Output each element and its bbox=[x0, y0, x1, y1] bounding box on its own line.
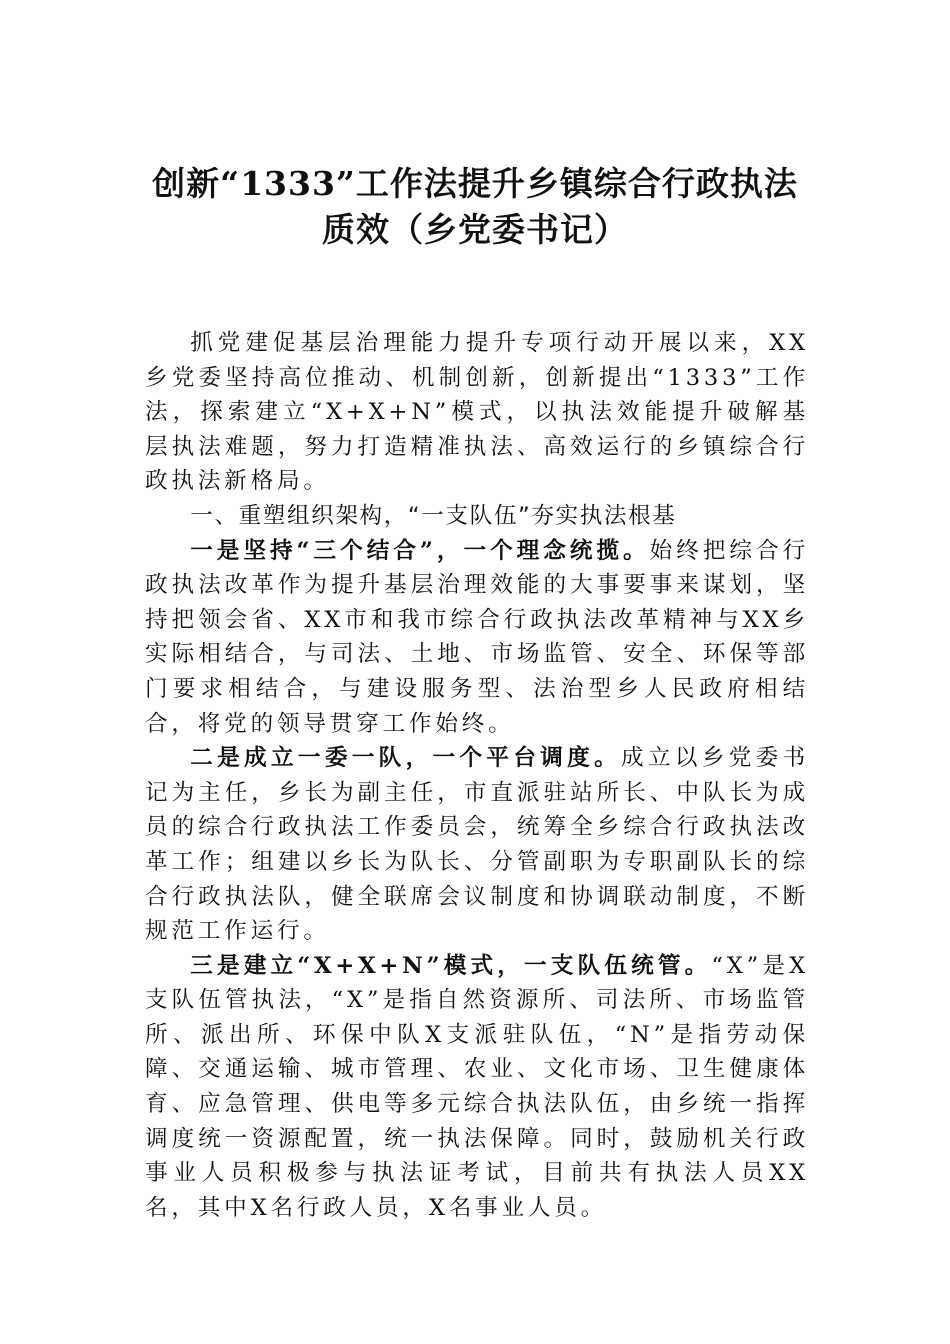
intro-paragraph: 抓党建促基层治理能力提升专项行动开展以来，XX乡党委坚持高位推动、机制创新，创新提出“1333”工作法，探索建立“X+X+N”模式，以执法效能提升破解基层执法难题，努力打造精准执法、高效运行的乡镇综合行政执法新格局。 bbox=[145, 330, 809, 495]
paragraph-text: 成立以乡党委书记为主任，乡长为副主任，市直派驻站所长、中队长为成员的综合行政执法工作委员会，统筹全乡综合行政执法改革工作；组建以乡长为队长、分管副职为专职副队长的综合行政执法队，健全联席会议制度和协调联动制度，不断规范工作运行。 bbox=[145, 745, 809, 945]
document-title-line-1: 创新“1333”工作法提升乡镇综合行政执法 bbox=[152, 164, 798, 203]
body-paragraph bbox=[145, 741, 809, 949]
body-paragraph bbox=[145, 949, 809, 1226]
document-title-line-2: 质效（乡党委书记） bbox=[322, 210, 628, 249]
paragraph-text: “X”是X支队伍管执法，“X”是指自然资源所、司法所、市场监管所、派出所、环保中队X支派驻队伍，“N”是指劳动保障、交通运输、城市管理、农业、文化市场、卫生健康体育、应急管理、供电等多元综合执法队伍，由乡统一指挥调度统一资源配置，统一执法保障。同时，鼓励机关行政事业人员积极参与执法证考试，目前共有执法人员XX名，其中X名行政人员，X名事业人员。 bbox=[145, 952, 809, 1221]
paragraph-lead: 一是坚持“三个结合”，一个理念统揽。 bbox=[190, 537, 650, 564]
paragraph-lead: 三是建立“X+X+N”模式，一支队伍统管。 bbox=[190, 952, 712, 979]
paragraph-lead: 二是成立一委一队，一个平台调度。 bbox=[190, 745, 622, 772]
body-paragraph bbox=[145, 534, 809, 742]
document-body bbox=[145, 326, 809, 1225]
section-heading: 一、重塑组织架构，“一支队伍”夯实执法根基 bbox=[190, 502, 677, 529]
paragraph-text: 始终把综合行政执法改革作为提升基层治理效能的大事要事来谋划，坚持把领会省、XX市和我市综合行政执法改革精神与XX乡实际相结合，与司法、土地、市场监管、安全、环保等部门要求相结合，与建设服务型、法治型乡人民政府相结合，将党的领导贯穿工作始终。 bbox=[145, 537, 809, 737]
